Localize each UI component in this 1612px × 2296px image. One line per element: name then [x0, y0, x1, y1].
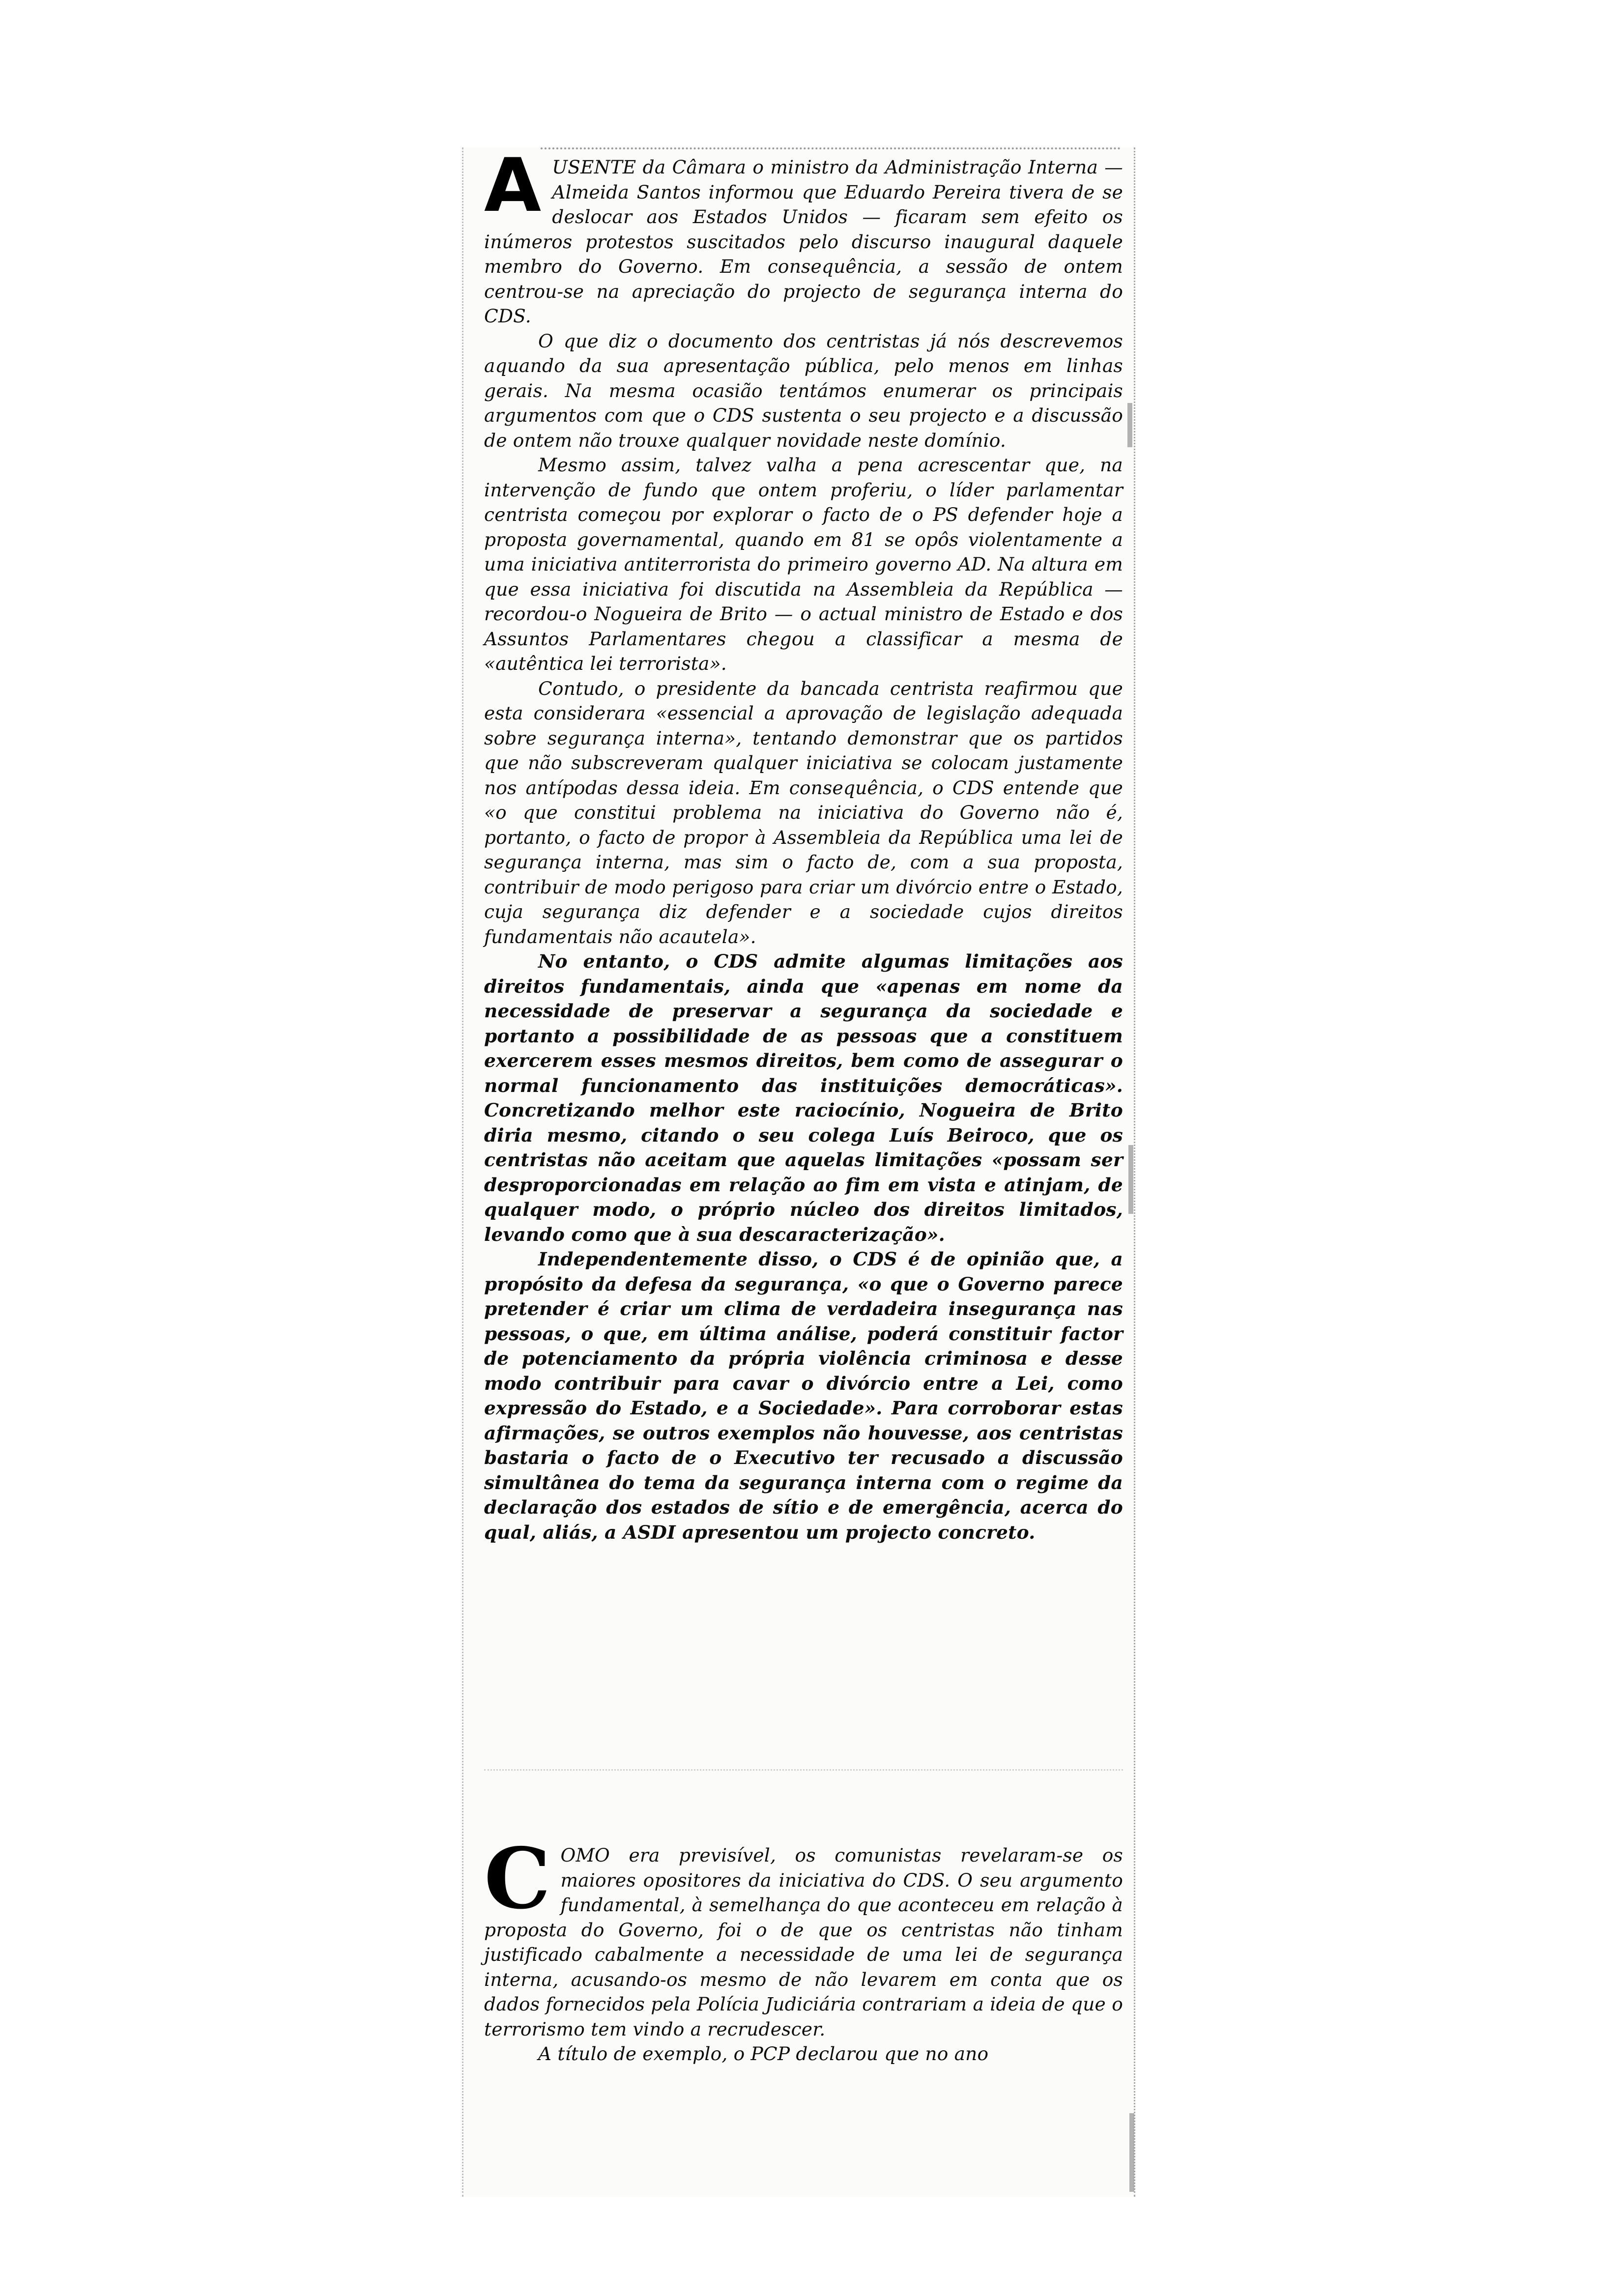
article-column-top: [484, 143, 1123, 1545]
paragraph-2: O que diz o documento dos centristas já nós descrevemos aquando da sua apresentação pública, pelo menos em linhas gerais. Na mesma ocasião tentámos enumerar os principais argumentos com que o CDS sustenta o seu projecto e a discussão de ontem não trouxe qualquer novidade neste domínio.: [484, 330, 1123, 451]
article-column-bottom: [484, 1830, 1123, 2066]
paragraph-5: No entanto, o CDS admite algumas limitações aos direitos fundamentais, ainda que «apenas em nome da necessidade de preservar a segurança da sociedade e portanto a possibilidade de as pessoas que a constituem exercerem esses mesmos direitos, bem como de assegurar o normal funcionamento das instituições democráticas». Concretizando melhor este raciocínio, Nogueira de Brito diria mesmo, citando o seu colega Luís Beiroco, que os centristas não aceitam que aquelas limitações «possam ser desproporcionadas em relação ao fim em vista e atinjam, de qualquer modo, o próprio núcleo dos direitos limitados, levando como que à sua descaracterização».: [484, 950, 1123, 1245]
lead-word-1: USENTE: [552, 156, 636, 178]
paragraph-1-text: da Câmara o ministro da Administração Interna — Almeida Santos informou que Eduardo Pereira tivera de se deslocar aos Estados Unidos — ficaram sem efeito os inúmeros protestos suscitados pelo discurso inaugural daquele membro do Governo. Em consequência, a sessão de ontem centrou-se na apreciação do projecto de segurança interna do CDS.: [484, 156, 1123, 327]
lead-word-2: OMO: [560, 1844, 610, 1866]
section-gap: [484, 1769, 1123, 1805]
paragraph-3: Mesmo assim, talvez valha a pena acrescentar que, na intervenção de fundo que ontem proferiu, o líder parlamentar centrista começou por explorar o facto de o PS defender hoje a proposta governamental, quando em 81 se opôs violentamente a uma iniciativa antiterrorista do primeiro governo AD. Na altura em que essa iniciativa foi discutida na Assembleia da República — recordou-o Nogueira de Brito — o actual ministro de Estado e dos Assuntos Parlamentares chegou a classificar a mesma de «autêntica lei terrorista».: [484, 454, 1123, 674]
paragraph-7-text: era previsível, os comunistas revelaram-se os maiores opositores da iniciativa do CDS. O seu argumento fundamental, à semelhança do que aconteceu em relação à proposta do Governo, foi o de que os centristas não tinham justificado cabalmente a necessidade de uma lei de segurança interna, acusando-os mesmo de não levarem em conta que os dados fornecidos pela Polícia Judiciária contrariam a ideia de que o terrorismo tem vindo a recrudescer.: [484, 1844, 1123, 2040]
scan-margin-mark: [1129, 2113, 1134, 2192]
paragraph-8: A título de exemplo, o PCP declarou que no ano: [538, 2043, 989, 2065]
paragraph-4: Contudo, o presidente da bancada centrista reafirmou que esta considerara «essencial a aprovação de legislação adequada sobre segurança interna», tentando demonstrar que os partidos que não subscreveram qualquer iniciativa se colocam justamente nos antípodas dessa ideia. Em consequência, o CDS entende que «o que constitui problema na iniciativa do Governo não é, portanto, o facto de propor à Assembleia da República uma lei de segurança interna, mas sim o facto de, com a sua proposta, contribuir de modo perigoso para criar um divórcio entre o Estado, cuja segurança diz defender e a sociedade cujos direitos fundamentais não acautela».: [484, 677, 1123, 947]
scan-margin-mark: [1128, 1145, 1133, 1214]
paragraph-7: [484, 1830, 1123, 2041]
paragraph-6: Independentemente disso, o CDS é de opinião que, a propósito da defesa da segurança, «o que o Governo parece pretender é criar um clima de verdadeira insegurança nas pessoas, o que, em última análise, poderá constituir factor de potenciamento da própria violência criminosa e desse modo contribuir para cavar o divórcio entre a Lei, como expressão do Estado, e a Sociedade». Para corroborar estas afirmações, se outros exemplos não houvesse, aos centristas bastaria o facto de o Executivo ter recusado a discussão simultânea do tema da segurança interna com o regime da declaração dos estados de sítio e de emergência, acerca do qual, aliás, a ASDI apresentou um projecto concreto.: [484, 1248, 1123, 1543]
paragraph-1: [484, 143, 1123, 329]
scan-margin-mark: [1127, 403, 1132, 447]
drop-cap-a: A: [484, 143, 542, 229]
drop-cap-c: C: [484, 1830, 551, 1928]
